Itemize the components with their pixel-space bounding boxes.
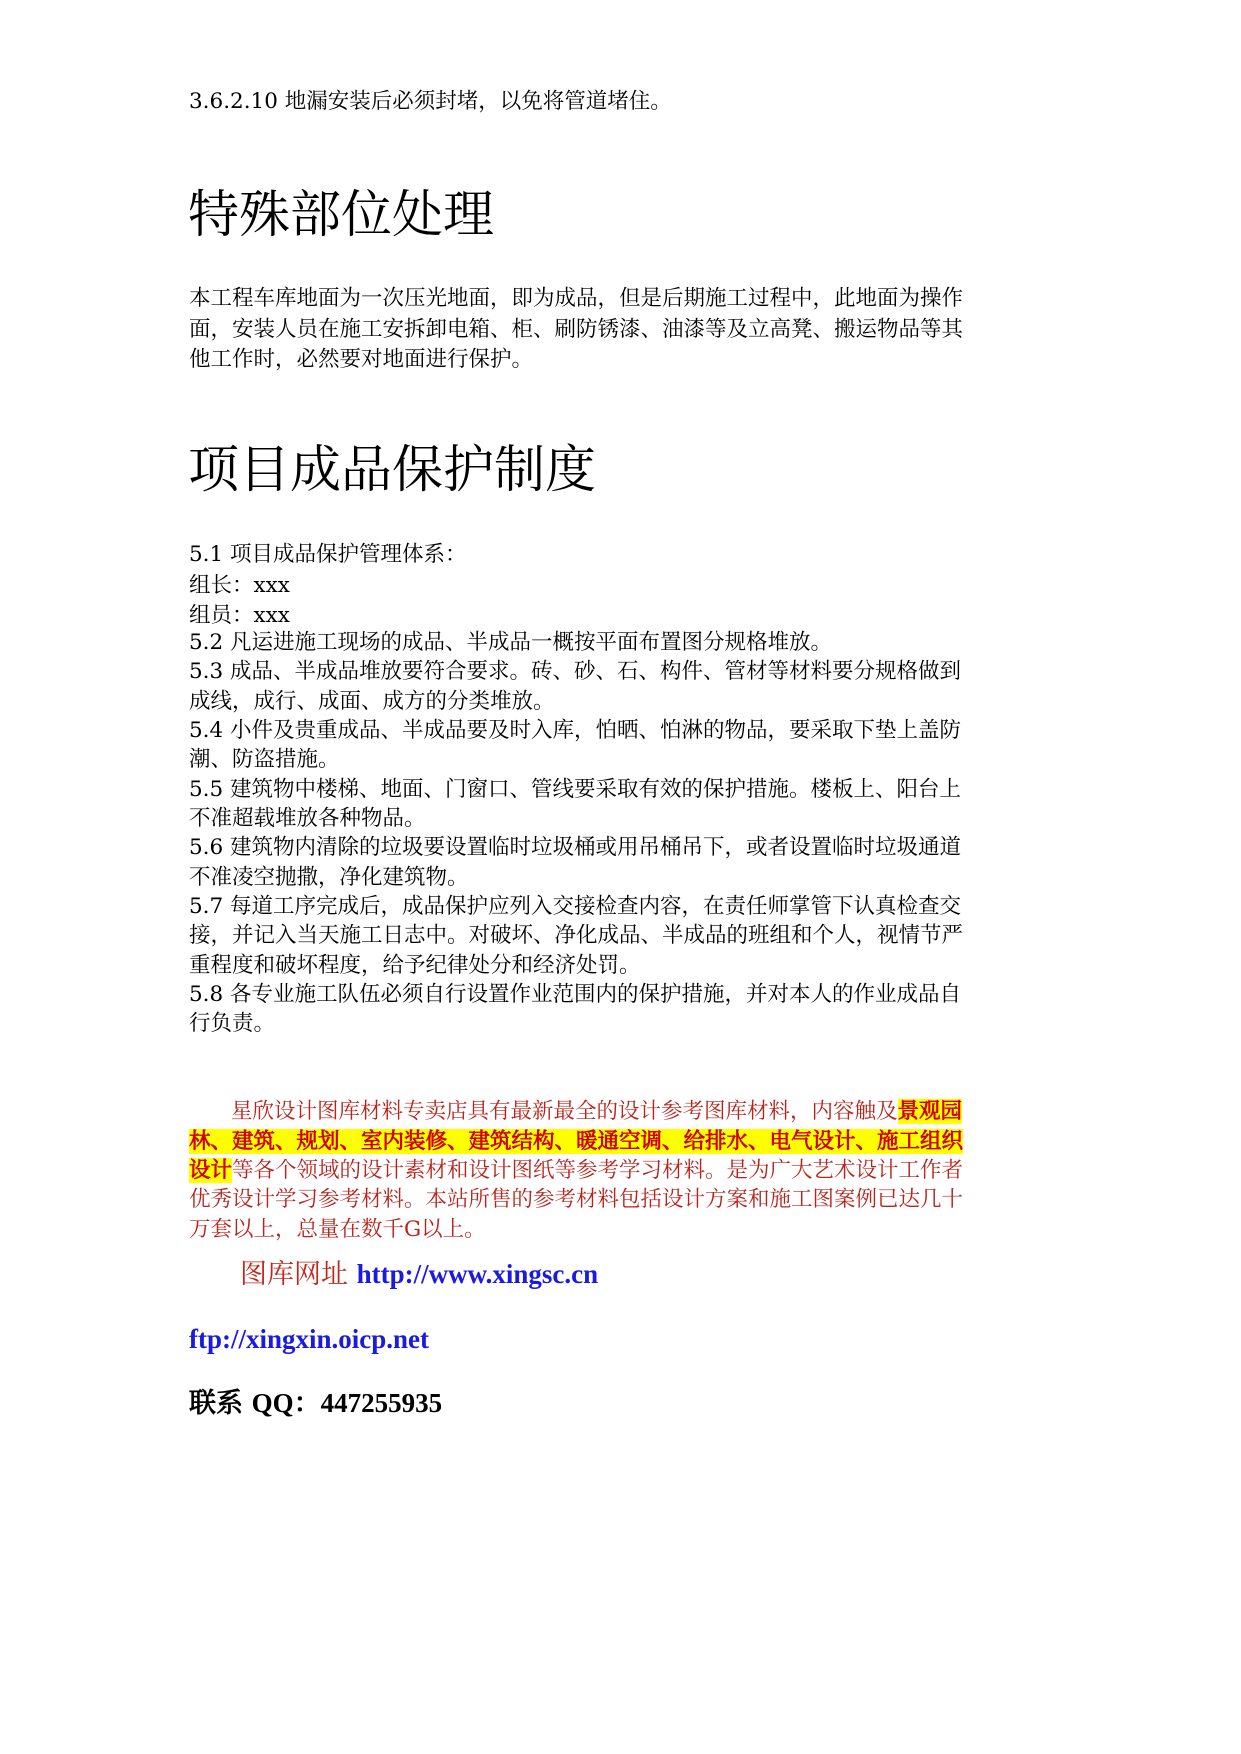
qq-label: 联系 <box>189 1388 243 1418</box>
ad-line <box>231 1096 962 1128</box>
qq-contact-row <box>189 1386 442 1421</box>
list-line: 不准凌空抛撒，净化建筑物。 <box>189 865 469 890</box>
list-line: 5.5 建筑物中楼梯、地面、门窗口、管线要采取有效的保护措施。楼板上、阳台上 <box>189 777 962 802</box>
list-line: 潮、防盗措施。 <box>189 747 340 772</box>
list-line: 组员：xxx <box>189 603 290 628</box>
section-heading-protection-system: 项目成品保护制度 <box>188 441 597 500</box>
list-line: 不准超载堆放各种物品。 <box>189 806 426 831</box>
list-line: 重程度和破坏程度，给予纪律处分和经济处罚。 <box>189 953 641 978</box>
paragraph-line: 他工作时，必然要对地面进行保护。 <box>189 347 534 372</box>
ftp-url-link[interactable]: ftp://xingxin.oicp.net <box>189 1324 430 1354</box>
ad-line: 万套以上，总量在数千G以上。 <box>189 1217 486 1242</box>
ftp-link-row <box>189 1322 429 1357</box>
list-line: 5.6 建筑物内清除的垃圾要设置临时垃圾桶或用吊桶吊下，或者设置临时垃圾通道 <box>189 835 962 860</box>
site-label: 图库网址 <box>240 1259 348 1290</box>
list-line: 组长：xxx <box>189 573 290 598</box>
site-url-link[interactable]: http://www.xingsc.cn <box>356 1259 599 1289</box>
ad-line <box>189 1126 963 1158</box>
paragraph-line: 面，安装人员在施工安拆卸电箱、柜、刷防锈漆、油漆等及立高凳、搬运物品等其 <box>189 317 964 342</box>
list-line: 5.7 每道工序完成后，成品保护应列入交接检查内容，在责任师掌管下认真检查交 <box>189 894 962 919</box>
site-link-row <box>240 1257 598 1292</box>
ad-line <box>189 1155 963 1187</box>
ad-text: 星欣设计图库材料专卖店具有最新最全的设计参考图库材料，内容触及 <box>231 1099 898 1124</box>
ad-text: 等各个领域的设计素材和设计图纸等参考学习材料。是为广大艺术设计工作者 <box>232 1158 964 1183</box>
list-line: 行负责。 <box>189 1011 276 1036</box>
list-line: 5.1 项目成品保护管理体系： <box>189 542 467 567</box>
list-line: 成线，成行、成面、成方的分类堆放。 <box>189 689 555 714</box>
section-heading-special-parts: 特殊部位处理 <box>188 186 495 245</box>
qq-number: QQ：447255935 <box>251 1388 443 1418</box>
ad-highlight: 设计 <box>189 1158 233 1183</box>
paragraph-line: 本工程车库地面为一次压光地面，即为成品，但是后期施工过程中，此地面为操作 <box>189 286 964 311</box>
ad-highlight: 景观园 <box>897 1099 963 1124</box>
list-line: 5.4 小件及贵重成品、半成品要及时入库，怕晒、怕淋的物品，要采取下垫上盖防 <box>189 718 962 743</box>
ad-line: 优秀设计学习参考材料。本站所售的参考材料包括设计方案和施工图案例已达几十 <box>189 1187 964 1212</box>
list-line: 5.8 各专业施工队伍必须自行设置作业范围内的保护措施，并对本人的作业成品自 <box>189 982 962 1007</box>
list-line: 5.2 凡运进施工现场的成品、半成品一概按平面布置图分规格堆放。 <box>189 630 833 655</box>
paragraph-top: 3.6.2.10 地漏安装后必须封堵，以免将管道堵住。 <box>189 89 672 114</box>
list-line: 5.3 成品、半成品堆放要符合要求。砖、砂、石、构件、管材等材料要分规格做到 <box>189 659 962 684</box>
list-line: 接，并记入当天施工日志中。对破坏、净化成品、半成品的班组和个人，视情节严 <box>189 923 964 948</box>
ad-highlight: 林、建筑、规划、室内装修、建筑结构、暖通空调、给排水、电气设计、施工组织 <box>189 1129 964 1154</box>
